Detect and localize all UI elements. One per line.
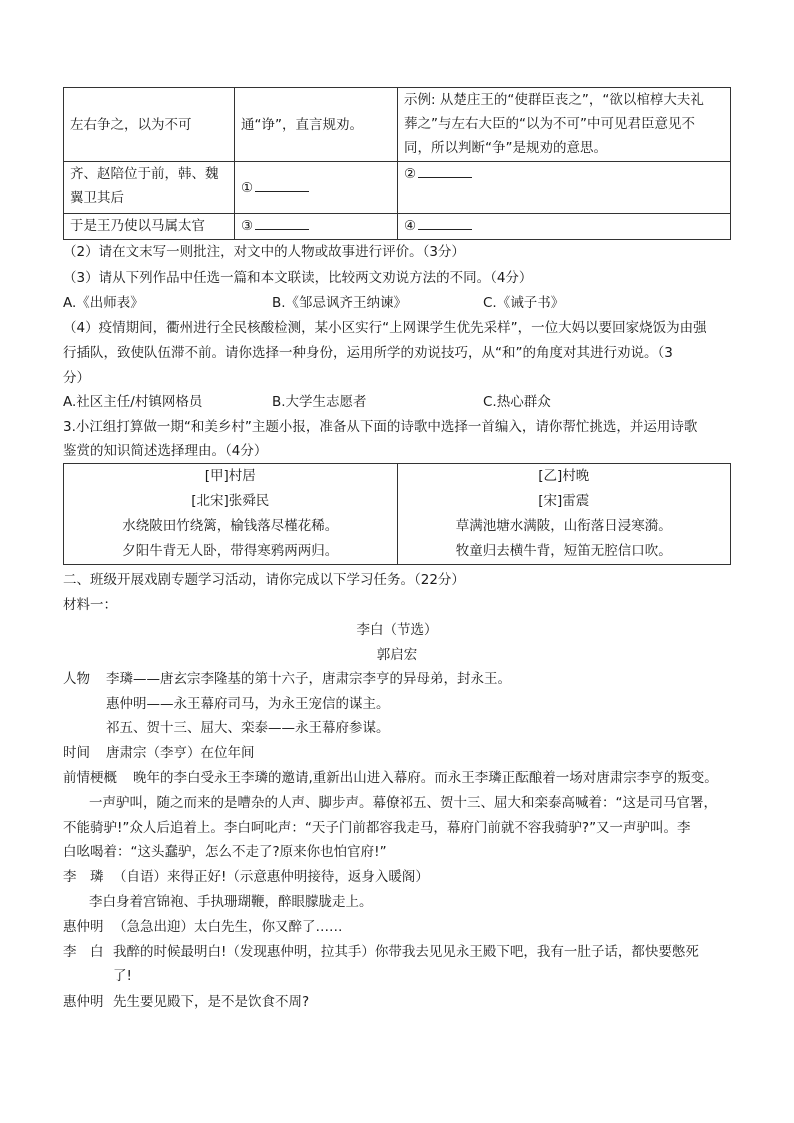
option-c: C.热心群众 xyxy=(483,394,551,410)
character-line: 李璘——唐玄宗李隆基的第十六子，唐肃宗李亨的异母弟，封永王。 xyxy=(106,671,511,687)
poem-line: 夕阳牛背无人卧，带得寒鸦两两归。 xyxy=(122,543,339,559)
poem-title: [甲]村居 xyxy=(204,468,256,484)
table-cell: 示例: 从楚庄王的“使群臣丧之”，“欲以棺椁大夫礼 葬之”与左右大臣的“以为不可”中可见君臣意见不 同，所以判断“争”是规劝的意思。 xyxy=(398,88,731,162)
annotation-table xyxy=(63,87,731,240)
question-5-line: 鉴赏的知识简述选择理由。（4分） xyxy=(63,443,268,459)
poem-yi xyxy=(397,464,731,565)
poem-table xyxy=(63,463,731,565)
answer-blank[interactable] xyxy=(255,177,309,192)
dialogue-text: 先生要见殿下，是不是饮食不周? xyxy=(113,994,310,1010)
table-cell: 通“诤”，直言规劝。 xyxy=(235,88,398,162)
character-line: 祁五、贺十三、屈大、栾泰——永王幕府参谋。 xyxy=(106,720,390,736)
table-row xyxy=(64,162,731,214)
time-text: 唐肃宗（李亨）在位年间 xyxy=(106,745,255,761)
option-a: A.社区主任/村镇网格员 xyxy=(63,394,203,410)
stage-direction: 一声驴叫，随之而来的是嘈杂的人声、脚步声。幕僚祁五、贺十三、屈大和栾泰高喊着：“这是司马官署， xyxy=(89,795,717,811)
table-cell: 左右争之，以为不可 xyxy=(64,88,235,162)
synopsis-text: 晚年的李白受永王李璘的邀请,重新出山进入幕府。而永王李璘正酝酿着一场对唐肃宗李亨的叛变。 xyxy=(133,770,718,786)
table-cell: ③ xyxy=(235,214,398,240)
table-row xyxy=(64,214,731,240)
answer-blank[interactable] xyxy=(255,215,309,230)
stage-direction: 李白身着宫锦袍、手执珊瑚鞭，醉眼朦胧走上。 xyxy=(89,894,373,910)
poem-author: [宋]雷震 xyxy=(538,493,590,509)
poem-jia xyxy=(64,464,398,565)
question-4-line: 分） xyxy=(63,370,90,386)
time-label: 时间 xyxy=(63,745,90,761)
table-cell: 于是王乃使以马属太官 xyxy=(64,214,235,240)
speaker-name: 李 璘 xyxy=(63,869,104,885)
play-title: 李白（节选） xyxy=(356,622,438,638)
option-b: B.《邹忌讽齐王纳谏》 xyxy=(272,295,408,311)
dialogue-text: 了! xyxy=(113,968,132,984)
section-heading: 二、班级开展戏剧专题学习活动，请你完成以下学习任务。（22分） xyxy=(63,572,465,588)
option-c: C.《诫子书》 xyxy=(483,295,565,311)
material-label: 材料一： xyxy=(63,597,117,613)
poem-line: 草满池塘水满陂，山衔落日浸寒漪。 xyxy=(455,518,672,534)
option-b: B.大学生志愿者 xyxy=(272,394,367,410)
table-cell: ④ xyxy=(398,214,731,240)
answer-blank[interactable] xyxy=(418,163,472,178)
poem-line: 水绕陂田竹绕篱，榆钱落尽槿花稀。 xyxy=(122,518,339,534)
poem-line: 牧童归去横牛背，短笛无腔信口吹。 xyxy=(455,543,672,559)
option-a: A.《出师表》 xyxy=(63,295,144,311)
poem-title: [乙]村晚 xyxy=(538,468,590,484)
characters-label: 人物 xyxy=(63,671,90,687)
table-cell: 齐、赵陪位于前，韩、魏 翼卫其后 xyxy=(64,162,235,214)
stage-direction: 白吆喝着：“这头蠢驴，怎么不走了?原来你也怕官府!” xyxy=(63,844,387,860)
table-cell: ① xyxy=(235,162,398,214)
table-row xyxy=(64,464,731,565)
dialogue-text: （急急出迎）太白先生，你又醉了…… xyxy=(113,919,343,935)
dialogue-text: 我醉的时候最明白!（发现惠仲明，拉其手）你带我去见见永王殿下吧，我有一肚子话，都快要憋死 xyxy=(113,944,699,960)
question-2: （2）请在文末写一则批注，对文中的人物或故事进行评价。（3分） xyxy=(63,244,465,260)
poem-author: [北宋]张舜民 xyxy=(191,493,270,509)
play-author: 郭启宏 xyxy=(376,647,418,663)
speaker-name: 惠仲明 xyxy=(63,994,104,1010)
question-4-line: （4）疫情期间，衢州进行全民核酸检测，某小区实行“上网课学生优先采样”，一位大妈以要回家烧饭为由强 xyxy=(63,320,707,336)
stage-direction: 不能骑驴!”众人后追着上。李白呵叱声：“天子门前都容我走马，幕府门前就不容我骑驴?”又一声驴叫。李 xyxy=(63,820,691,836)
answer-blank[interactable] xyxy=(418,215,472,230)
question-3: （3）请从下列作品中任选一篇和本文联读，比较两文劝说方法的不同。（4分） xyxy=(63,270,533,286)
dialogue-text: （自语）来得正好!（示意惠仲明接待，返身入暖阁） xyxy=(113,869,429,885)
table-cell: ② xyxy=(398,162,731,214)
question-4-line: 行插队，致使队伍滞不前。请你选择一种身份，运用所学的劝说技巧，从“和”的角度对其进行劝说。（3 xyxy=(63,345,673,361)
character-line: 惠仲明——永王幕府司马，为永王宠信的谋主。 xyxy=(106,696,390,712)
question-5-line: 3.小江组打算做一期“和美乡村”主题小报，准备从下面的诗歌中选择一首编入，请你帮忙挑选，并运用诗歌 xyxy=(63,419,698,435)
speaker-name: 李 白 xyxy=(63,944,104,960)
synopsis-label: 前情梗概 xyxy=(63,770,117,786)
table-row xyxy=(64,88,731,162)
speaker-name: 惠仲明 xyxy=(63,919,104,935)
